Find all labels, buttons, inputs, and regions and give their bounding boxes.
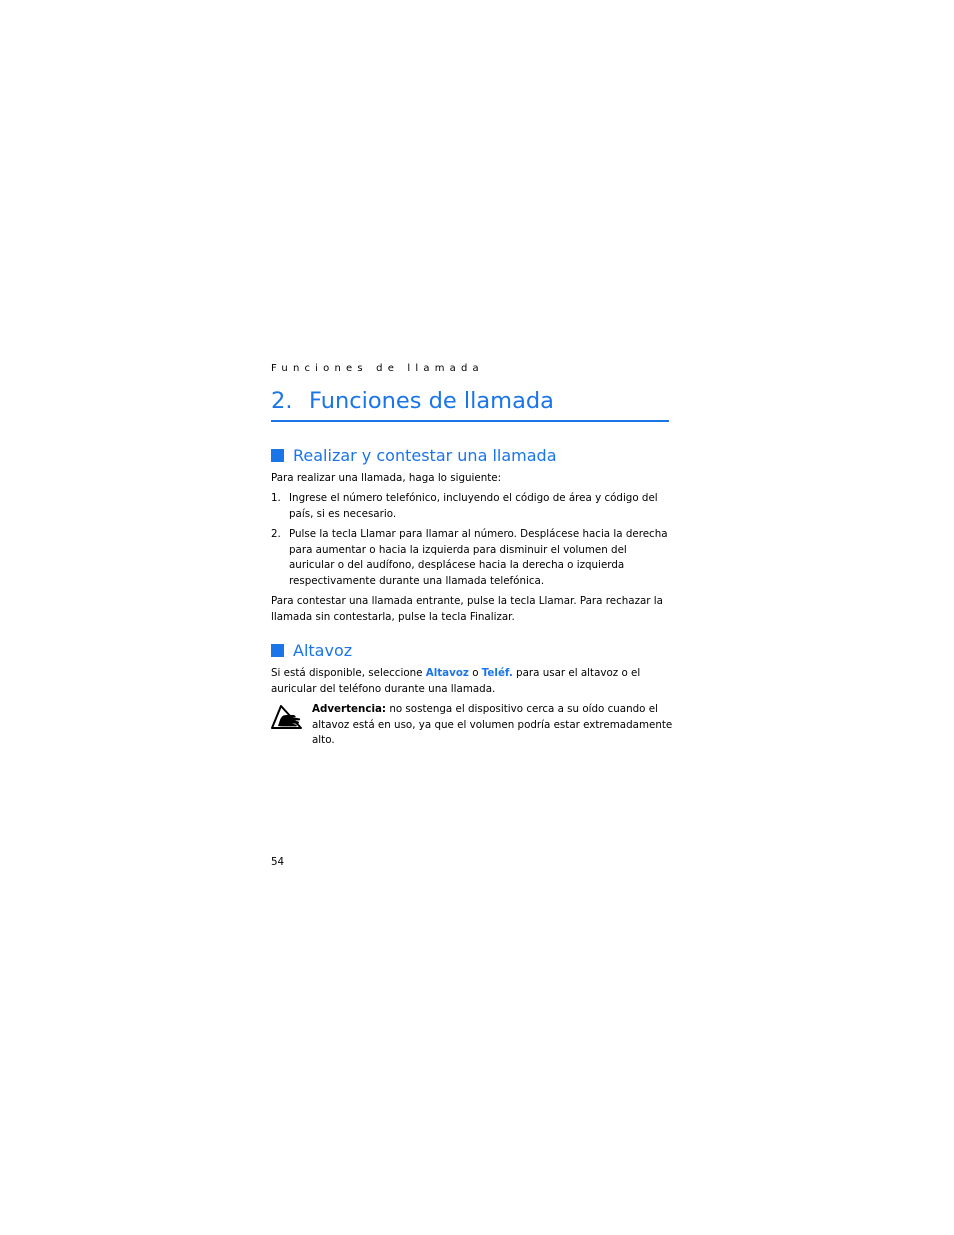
chapter-title-text: Funciones de llamada [309, 388, 554, 414]
speaker-text-after: para usar el altavoz o el auricular del teléfono durante una llamada. [271, 667, 641, 695]
chapter-number: 2. [271, 388, 293, 414]
warning-label: Advertencia: [312, 703, 387, 715]
calls-intro: Para realizar una llamada, haga lo siguiente: [271, 472, 502, 484]
warning-body: no sostenga el dispositivo cerca a su oído cuando el altavoz está en uso, ya que el volumen podría estar extremadamente alto. [312, 703, 673, 746]
chapter-title [271, 386, 669, 422]
list-item [271, 527, 671, 590]
speaker-text [271, 666, 671, 697]
list-item-number: 1. [271, 492, 281, 504]
page-number: 54 [271, 856, 285, 868]
option-telef: Teléf. [481, 667, 513, 679]
list-item-number: 2. [271, 528, 281, 540]
section-bullet-icon [271, 449, 284, 462]
section-bullet-icon [271, 644, 284, 657]
list-item [271, 491, 671, 523]
warning-text [312, 702, 674, 749]
list-item-text: Ingrese el número telefónico, incluyendo el código de área y código del país, si es necesario. [289, 492, 658, 520]
speaker-text-before: Si está disponible, seleccione [271, 667, 426, 679]
section-heading-text: Altavoz [293, 641, 353, 660]
warning-hand-icon [271, 705, 303, 729]
list-item-text: Pulse la tecla Llamar para llamar al número. Desplácese hacia la derecha para aumentar o hacia la izquierda para disminuir el volumen del auricular o del audífono, desplácese hacia la derecha o izquierda respectivamente durante una llamada telefónica. [289, 528, 668, 587]
section-heading-speaker [271, 641, 352, 661]
running-header: Funciones de llamada [271, 363, 484, 374]
section-heading-text: Realizar y contestar una llamada [293, 446, 557, 465]
option-altavoz: Altavoz [425, 667, 469, 679]
section-heading-calls [271, 446, 557, 466]
speaker-text-or: o [468, 667, 482, 679]
answer-call-text: Para contestar una llamada entrante, pulse la tecla Llamar. Para rechazar la llamada sin contestarla, pulse la tecla Finalizar. [271, 595, 663, 623]
